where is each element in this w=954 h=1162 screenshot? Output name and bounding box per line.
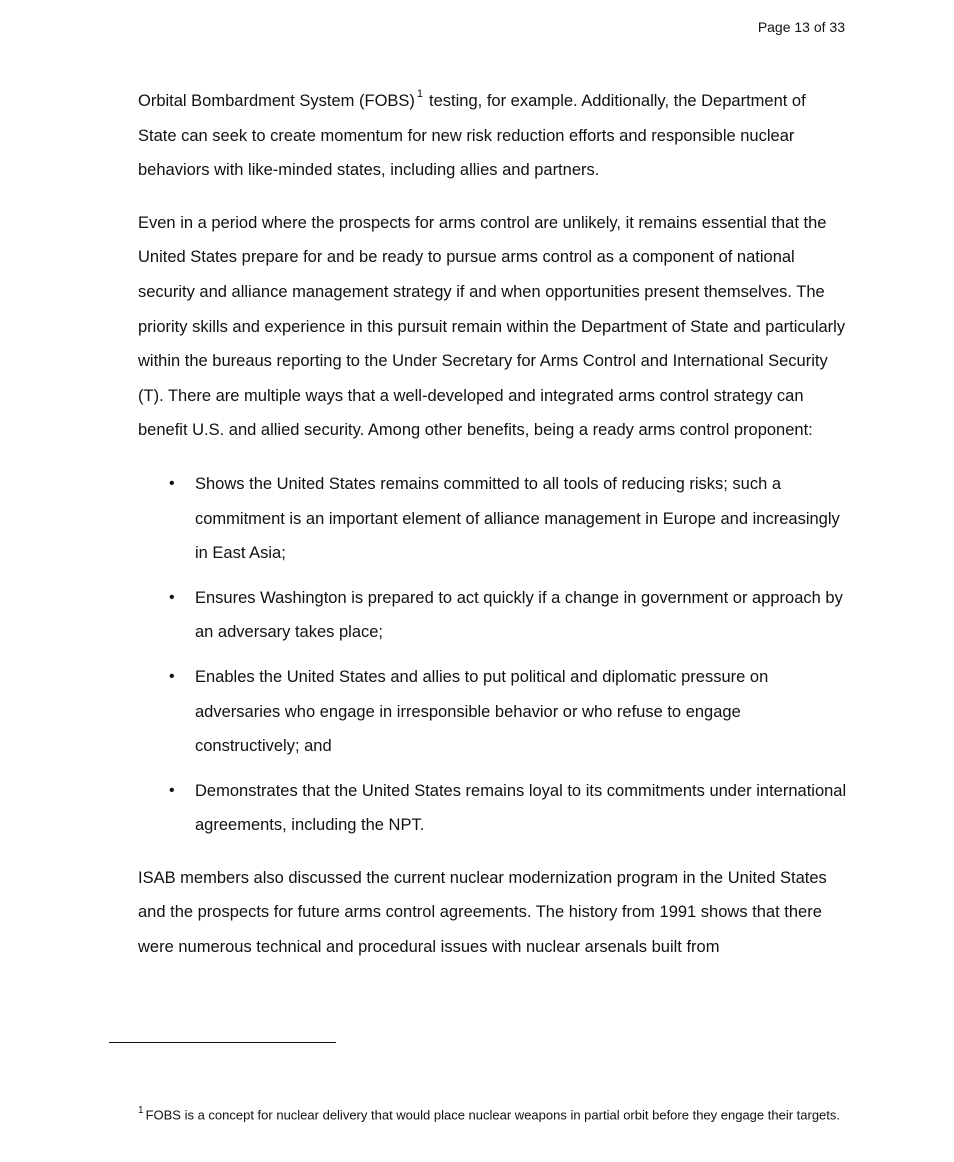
bullet-icon: •	[169, 474, 175, 492]
benefits-list	[138, 467, 848, 843]
list-item-text: Enables the United States and allies to put political and diplomatic pressure on adversaries who engage in irresponsible behavior or who refuse to engage constructively; and	[195, 667, 769, 756]
list-item	[138, 581, 848, 650]
footnote	[138, 1102, 848, 1125]
page-number: Page 13 of 33	[757, 19, 845, 35]
list-item-text: Ensures Washington is prepared to act quickly if a change in government or approach by an adversary takes place;	[195, 588, 843, 642]
bullet-icon: •	[169, 588, 175, 606]
list-item	[138, 660, 848, 764]
paragraph-isab: ISAB members also discussed the current nuclear modernization program in the United States and the prospects for future arms control agreements. The history from 1991 shows that there were numerous technical and procedural issues with nuclear arsenals built from	[138, 868, 827, 957]
paragraph-arms-control: Even in a period where the prospects for arms control are unlikely, it remains essential that the United States prepare for and be ready to pursue arms control as a component of national security and alliance management strategy if and when opportunities present themselves. The priority skills and experience in this pursuit remain within the Department of State and particularly within the bureaus reporting to the Under Secretary for Arms Control and International Security (T). There are multiple ways that a well-developed and integrated arms control strategy can benefit U.S. and allied security. Among other benefits, being a ready arms control proponent:	[138, 213, 846, 440]
list-item	[138, 774, 848, 843]
footnote-marker: 1	[138, 1105, 144, 1116]
list-item-text: Demonstrates that the United States remains loyal to its commitments under international agreements, including the NPT.	[195, 781, 847, 835]
body-text	[138, 84, 848, 965]
footnote-separator	[109, 1042, 336, 1043]
footnote-reference[interactable]: 1	[416, 87, 424, 100]
list-item	[138, 467, 848, 571]
paragraph-1-end: testing, for example. Additionally, the Department of State can seek to create momentum for new risk reduction efforts and responsible nuclear behaviors with like-minded states, including allies and partners.	[138, 92, 806, 180]
bullet-icon: •	[169, 667, 175, 685]
footnote-text: FOBS is a concept for nuclear delivery that would place nuclear weapons in partial orbit before they engage their targets.	[145, 1107, 841, 1123]
bullet-icon: •	[169, 781, 175, 799]
paragraph-1-start: Orbital Bombardment System (FOBS)	[138, 92, 415, 110]
paragraph-continued	[138, 84, 848, 188]
list-item-text: Shows the United States remains committed to all tools of reducing risks; such a commitment is an important element of alliance management in Europe and increasingly in East Asia;	[195, 474, 840, 563]
